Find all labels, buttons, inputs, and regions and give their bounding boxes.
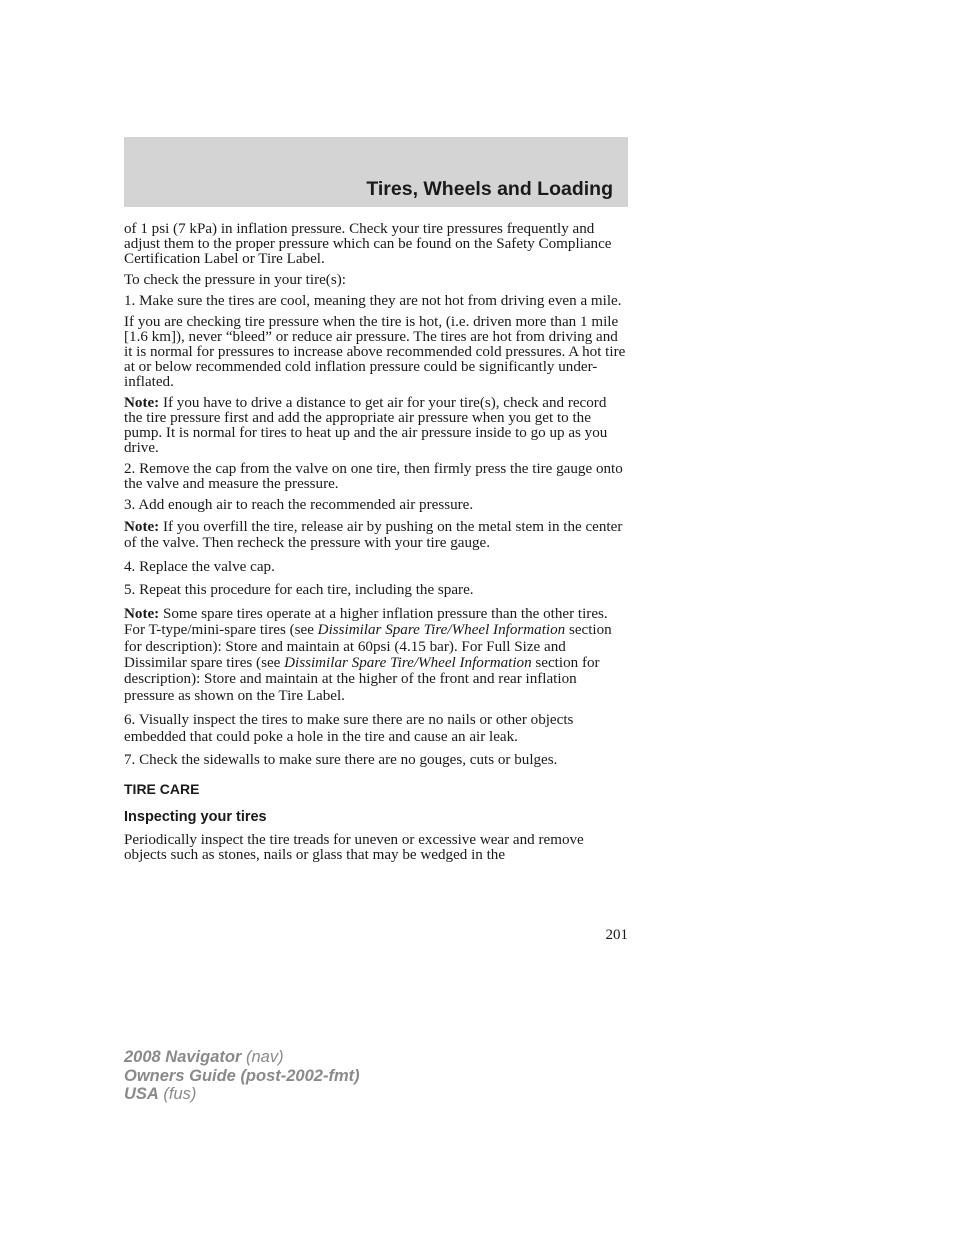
paragraph: of 1 psi (7 kPa) in inflation pressure. Check your tire pressures frequently and adjust them to the proper pressure which can be found on the Safety Compliance Certification Label or Tire Label. (124, 221, 612, 267)
paragraph: 5. Repeat this procedure for each tire, including the spare. (124, 581, 474, 598)
footer-line (124, 1067, 360, 1086)
page-number: 201 (605, 927, 628, 943)
paragraph: To check the pressure in your tire(s): (124, 272, 346, 288)
note-text: If you have to drive a distance to get air for your tire(s), check and record the tire pressure first and add the appropriate air pressure when you get to the pump. It is normal for tires to heat up and the air pressure inside to go up as you drive. (124, 395, 608, 456)
footer-line (124, 1048, 360, 1067)
cross-reference: Dissimilar Spare Tire/Wheel Information (284, 655, 532, 672)
note-text: section for description): Store and maintain at 60psi (4.15 bar). For Full Size and Dissimilar spare tires (see (124, 622, 612, 672)
note-paragraph (124, 606, 628, 704)
section-title: Tires, Wheels and Loading (366, 178, 613, 200)
note-label: Note: (124, 395, 160, 411)
paragraph: 6. Visually inspect the tires to make sure there are no nails or other objects embedded that could poke a hole in the tire and cause an air leak. (124, 712, 574, 745)
footer-line (124, 1085, 360, 1104)
paragraph: 3. Add enough air to reach the recommended air pressure. (124, 497, 474, 513)
footer-guide: Owners Guide (post-2002-fmt) (124, 1066, 360, 1085)
footer-code: (nav) (241, 1048, 284, 1066)
note-paragraph (124, 519, 628, 552)
paragraph: Periodically inspect the tire treads for uneven or excessive wear and remove objects such as stones, nails or glass that may be wedged in the (124, 832, 584, 864)
paragraph: 7. Check the sidewalls to make sure there are no gouges, cuts or bulges. (124, 752, 558, 769)
paragraph: 2. Remove the cap from the valve on one tire, then firmly press the tire gauge onto the valve and measure the pressure. (124, 461, 623, 492)
paragraph: 4. Replace the valve cap. (124, 558, 275, 575)
footer-code: (fus) (158, 1085, 197, 1103)
footer-market: USA (124, 1085, 159, 1103)
note-text: Some spare tires operate at a higher inflation pressure than the other tires. For T-type/mini-spare tires (see (124, 605, 608, 639)
paragraph: If you are checking tire pressure when the tire is hot, (i.e. driven more than 1 mile [1.6 km]), never “bleed” or reduce air pressure. The tires are hot from driving and it is normal for pressures to increase above recommended cold pressures. A hot tire at or below recommended cold inflation pressure could be significantly under-inflated. (124, 314, 626, 390)
note-label: Note: (124, 605, 160, 622)
note-paragraph (124, 396, 628, 456)
section-header-band (124, 137, 628, 207)
document-footer (124, 1048, 360, 1104)
note-text: If you overfill the tire, release air by pushing on the metal stem in the center of the valve. Then recheck the pressure with your tire gauge. (124, 519, 623, 552)
note-text: section for description): Store and maintain at the higher of the front and rear inflation pressure as shown on the Tire Label. (124, 655, 600, 704)
section-heading: TIRE CARE (124, 781, 200, 798)
page-content (124, 222, 628, 869)
footer-model: 2008 Navigator (124, 1048, 242, 1066)
note-label: Note: (124, 519, 160, 535)
paragraph: 1. Make sure the tires are cool, meaning they are not hot from driving even a mile. (124, 293, 622, 309)
subheading: Inspecting your tires (124, 809, 267, 826)
cross-reference: Dissimilar Spare Tire/Wheel Information (317, 622, 566, 639)
